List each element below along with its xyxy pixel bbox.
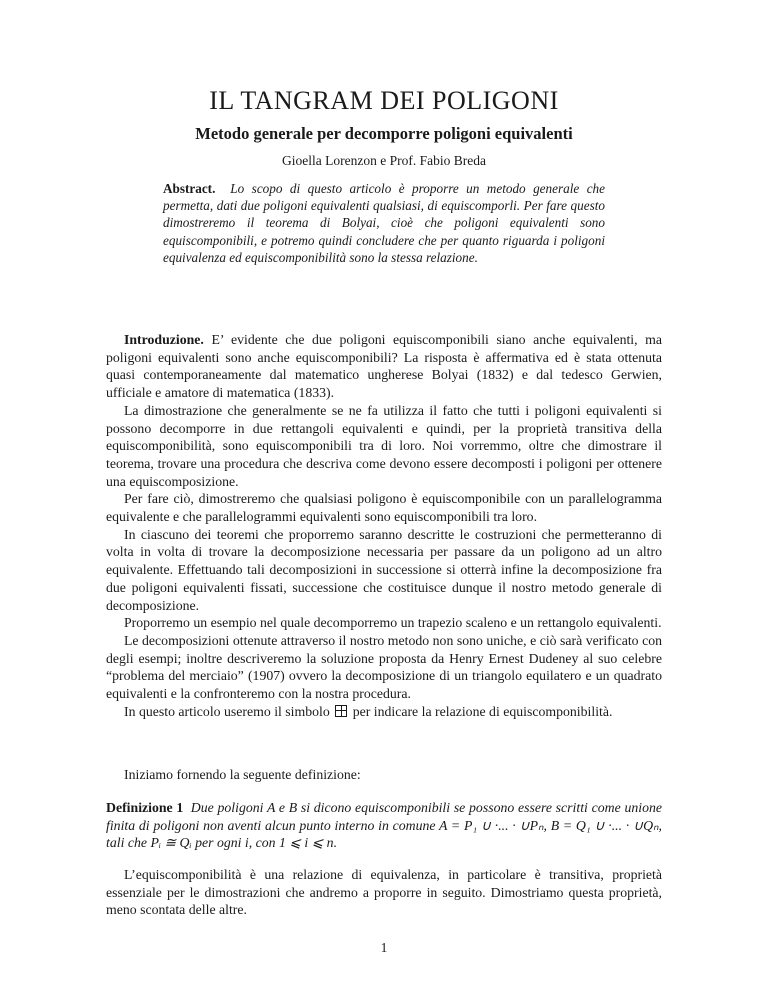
intro-p1-text: E’ evidente che due poligoni equiscomponibili siano anche equivalenti, ma poligoni equivalenti sono anche equiscomponibili? La risposta è affermativa ed è stata ottenuta quasi contemporaneamente dal matematico ungherese Bolyai (1832) e dal tedesco Gerwien, ufficiale e amatore di matematica (1833). [106,332,663,401]
definition-text: Due poligoni A e B si dicono equiscomponibili se possono essere scritti come unione finita di poligoni non aventi alcun punto interno in comune A = P₁ ∪ ·... · ∪Pₙ, B = Q₁ ∪ ·... · ∪Qₙ, tali che Pᵢ ≅ Qᵢ per ogni i, con 1 ⩽ i ⩽ n. [106,800,662,851]
definition-block [106,799,662,852]
paper-authors: Gioella Lorenzon e Prof. Fabio Breda [282,153,486,168]
abstract [163,180,605,266]
introduction-section [106,331,662,720]
definition-paragraph [106,799,662,852]
page-number: 1 [380,940,388,955]
intro-paragraph-6: Le decomposizioni ottenute attraverso il nostro metodo non sono uniche, e ciò sarà verificato con degli esempi; inoltre descriveremo la soluzione proposta da Henry Ernest Dudeney al suo celebre “problema del merciaio” (1907) ovvero la decomposizione di un triangolo equilatero e un quadrato equivalenti e la confronteremo con la nostra procedura. [106,632,662,702]
transitivity-paragraph: L’equiscomponibilità è una relazione di equivalenza, in particolare è transitiva, proprietà essenziale per le dimostrazioni che andremo a proporre in seguito. Dimostriamo questa proprietà, meno scontata delle altre. [106,867,662,918]
lead-section [106,766,662,784]
boxplus-symbol-icon [335,705,347,717]
intro-paragraph-2: La dimostrazione che generalmente se ne fa utilizza il fatto che tutti i poligoni equivalenti si possono decomporre in due rettangoli equivalenti e quindi, per la proprietà transitiva della equiscomponibilità, sono equiscomponibili tra di loro. Noi vorremmo, oltre che dimostrare il teorema, trovare una procedura che descriva come devono essere decomposti i poligoni per ottenere una equiscomposizione. [106,402,662,489]
intro-paragraph-5: Proporremo un esempio nel quale decomporremo un trapezio scaleno e un rettangolo equivalenti. [124,615,662,631]
abstract-label: Abstract. [163,181,216,196]
intro-label: Introduzione. [124,332,204,347]
intro-paragraph-4: In ciascuno dei teoremi che proporremo saranno descritte le costruzioni che permetteranno di volta in volta di trovare la decomposizione necessaria per passare da un poligono ad un altro equivalente. Effettuando tali decomposizioni in successione si otterrà infine la decomposizione fra due poligoni equivalenti fissati, successione che costituisce dunque il nostro metodo generale di decomposizione. [106,526,662,613]
transitivity-section [106,866,662,919]
paper-subtitle: Metodo generale per decomporre poligoni equivalenti [195,124,573,143]
intro-paragraph-7 [106,703,662,721]
intro-paragraph-1 [106,331,662,402]
paper-title: IL TANGRAM DEI POLIGONI [209,86,559,115]
definition-label: Definizione 1 [106,800,184,815]
symbol-sentence-start: In questo articolo useremo il simbolo [124,703,330,719]
intro-paragraph-3: Per fare ciò, dimostreremo che qualsiasi poligono è equiscomponibile con un parallelogramma equivalente e che parallelogrammi equivalenti sono equiscomponibili tra loro. [106,491,662,525]
lead-paragraph: Iniziamo fornendo la seguente definizione: [124,767,361,782]
abstract-text: Lo scopo di questo articolo è proporre un metodo generale che permetta, dati due poligoni equivalenti qualsiasi, di equiscomporli. Per fare questo dimostreremo il teorema di Bolyai, cioè che poligoni equivalenti sono equiscomponibili, e potremo quindi concludere che per quanto riguarda i poligoni equivalenza ed equiscomponibilità sono la stessa relazione. [163,181,605,265]
symbol-sentence-end: per indicare la relazione di equiscomponibilità. [352,703,613,719]
